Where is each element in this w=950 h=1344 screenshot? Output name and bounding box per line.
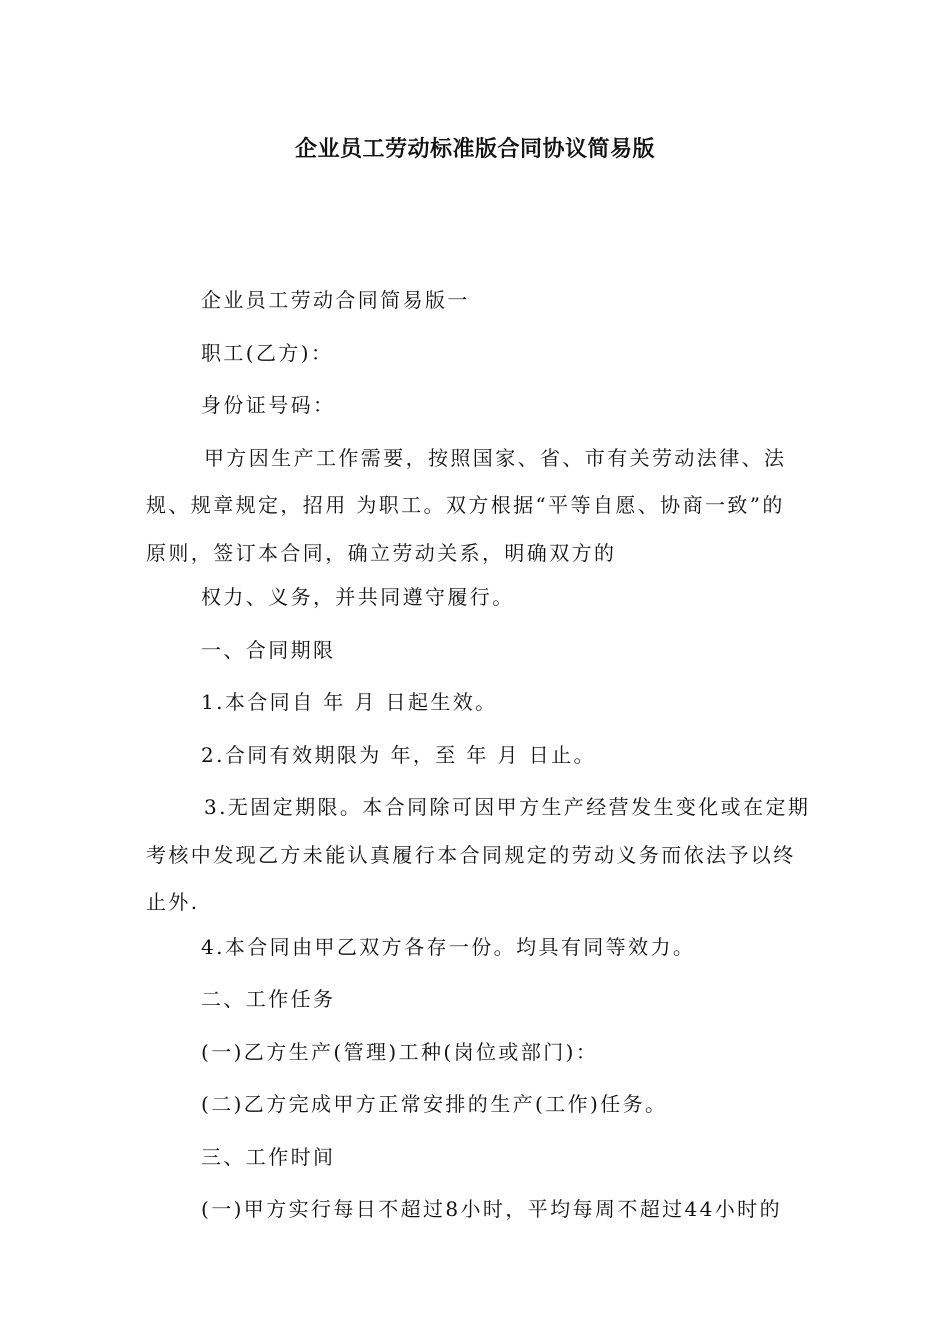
section-1-item-3-line-2: 考核中发现乙方未能认真履行本合同规定的劳动义务而依法予以终 <box>146 842 796 867</box>
section-2-heading: 二、工作任务 <box>201 987 336 1011</box>
employee-field: 职工(乙方)： <box>201 340 334 365</box>
section-1-item-3-line-1: 3.无固定期限。本合同除可因甲方生产经营发生变化或在定期 <box>204 795 811 819</box>
subtitle-line: 企业员工劳动合同简易版一 <box>201 288 470 312</box>
section-1-item-3 <box>146 784 811 929</box>
intro-line-1: 甲方因生产工作需要，按照国家、省、市有关劳动法律、法 <box>204 445 787 470</box>
section-1-item-2: 2.合同有效期限为 年，至 年 月 日止。 <box>201 742 596 767</box>
section-1-item-4: 4.本合同由甲乙双方各存一份。均具有同等效力。 <box>201 934 696 959</box>
section-2-item-1: (一)乙方生产(管理)工种(岗位或部门)： <box>201 1039 599 1064</box>
intro-line-4: 权力、义务，并共同遵守履行。 <box>201 585 515 609</box>
id-number-field: 身份证号码： <box>201 393 336 417</box>
section-3-item-1: (一)甲方实行每日不超过8小时，平均每周不超过44小时的 <box>201 1197 782 1221</box>
section-3-heading: 三、工作时间 <box>201 1144 336 1169</box>
section-1-item-1: 1.本合同自 年 月 日起生效。 <box>201 690 498 714</box>
intro-paragraph <box>146 435 806 580</box>
intro-line-3: 原则，签订本合同，确立劳动关系，明确双方的 <box>146 540 617 565</box>
document-title: 企业员工劳动标准版合同协议简易版 <box>294 137 655 162</box>
intro-line-2: 规、规章规定，招用 为职工。双方根据“平等自愿、协商一致”的 <box>146 493 785 517</box>
section-2-item-2: (二)乙方完成甲方正常安排的生产(工作)任务。 <box>201 1092 668 1116</box>
section-1-item-3-line-3: 止外. <box>146 890 200 914</box>
section-1-heading: 一、合同期限 <box>201 637 336 662</box>
document-body <box>146 282 811 1244</box>
